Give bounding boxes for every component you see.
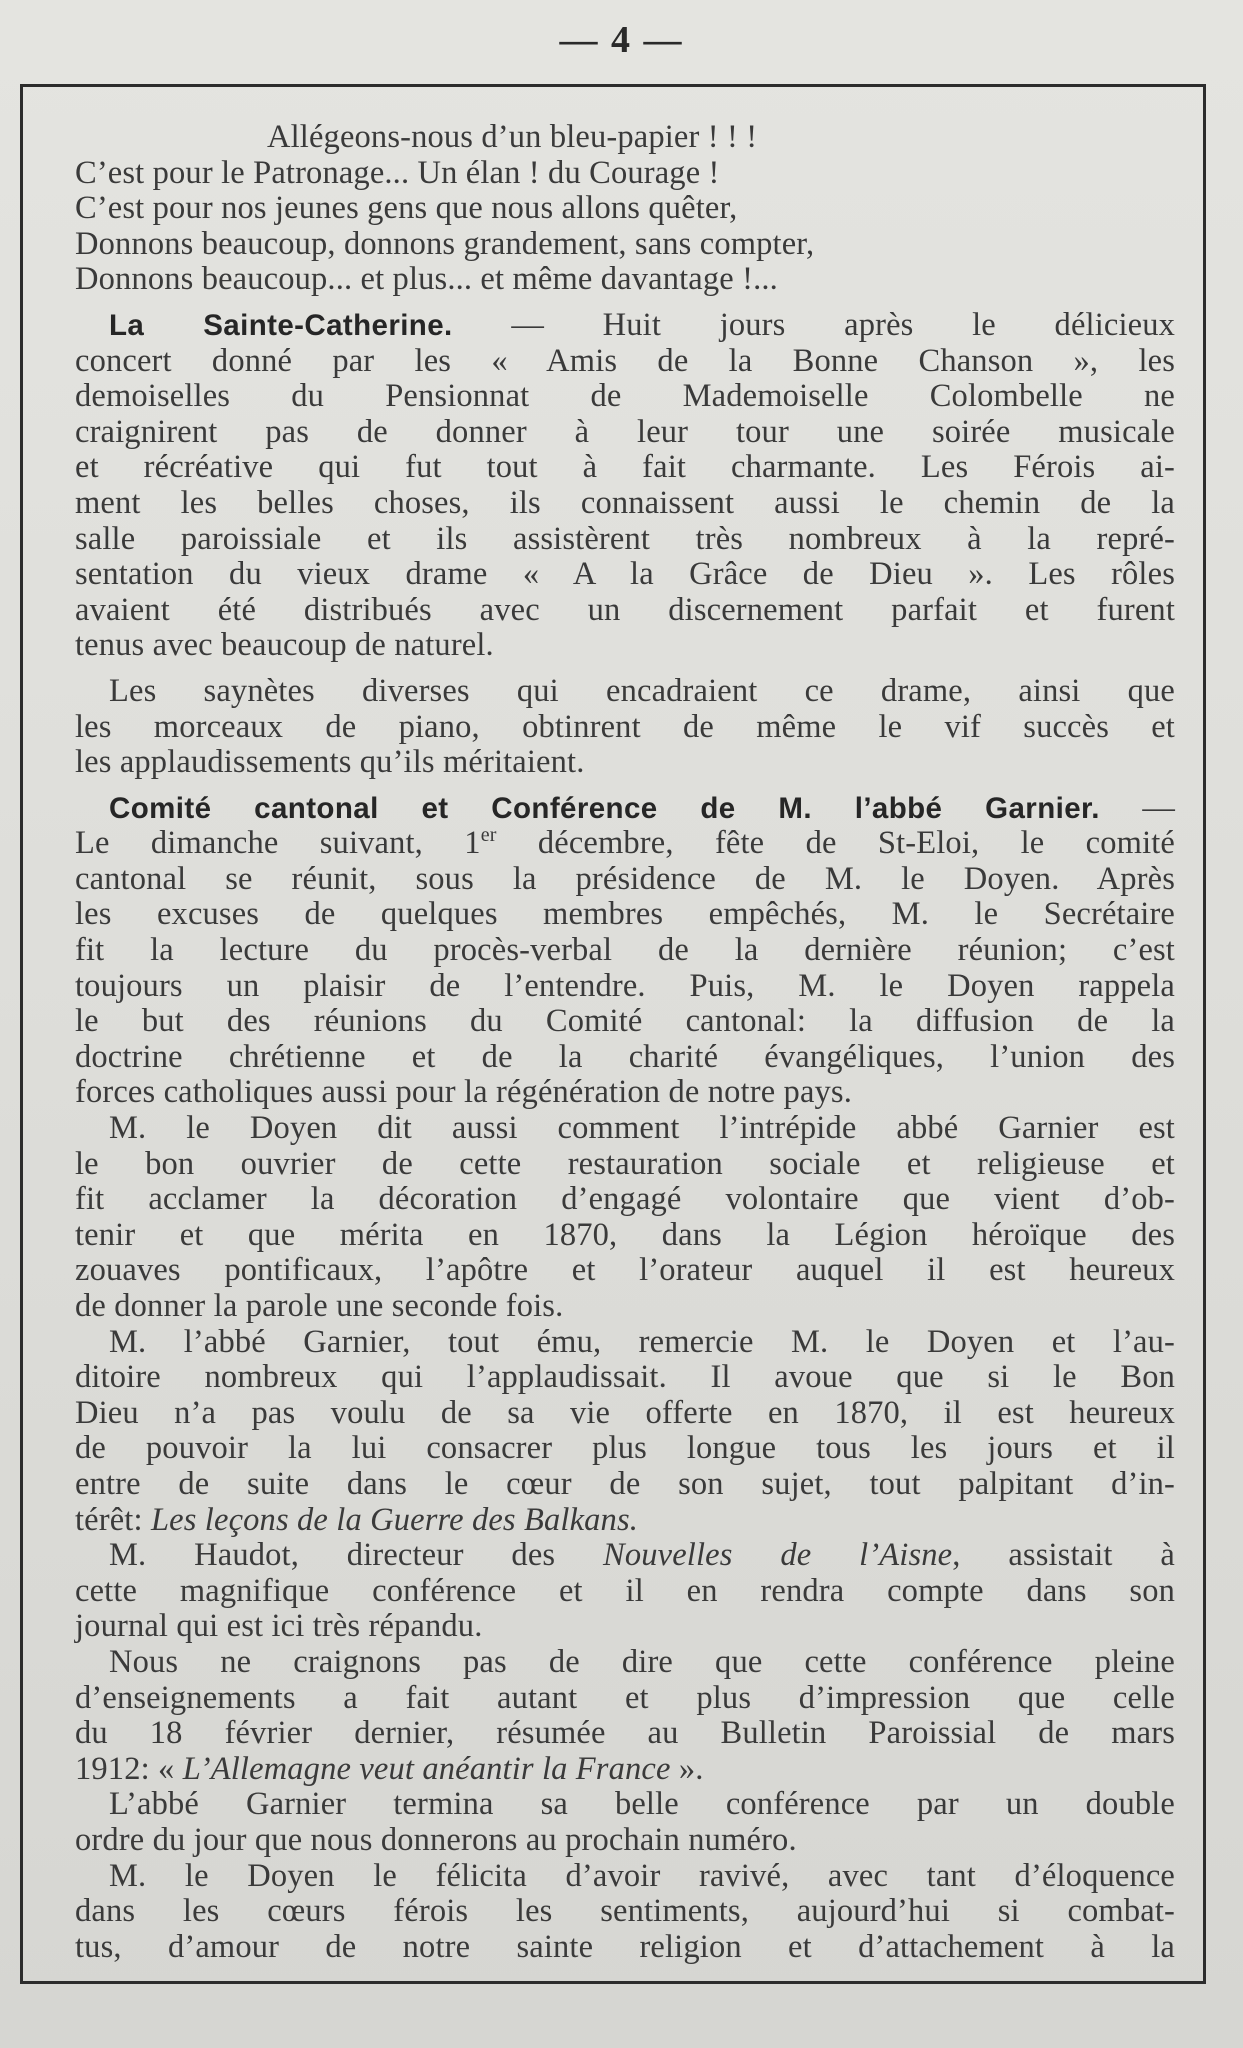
text-line: les morceaux de piano, obtinrent de même le vif succès et bbox=[75, 708, 1175, 745]
text-line: M. l’abbé Garnier, tout ému, remercie M. le Doyen et l’au- bbox=[109, 1323, 1175, 1360]
text-line: Les saynètes diverses qui encadraient ce drame, ainsi que bbox=[109, 672, 1175, 709]
text-line bbox=[75, 308, 1175, 344]
text-line: journal qui est ici très répandu. bbox=[75, 1608, 483, 1645]
saynetes-paragraph bbox=[75, 674, 1175, 781]
text-line: du 18 février dernier, résumée au Bulletin Paroissial de mars bbox=[75, 1715, 1175, 1752]
text-line: avaient été distribués avec un discernement parfait et furent bbox=[75, 591, 1175, 628]
text-line: entre de suite dans le cœur de son sujet, tout palpitant d’in- bbox=[75, 1465, 1175, 1502]
text-fragment: — bbox=[1099, 789, 1175, 826]
text-line: forces catholiques aussi pour la régénération de notre pays. bbox=[75, 1074, 852, 1111]
verse-line: C’est pour le Patronage... Un élan ! du Courage ! bbox=[75, 154, 720, 191]
italic-title: Nouvelles de l’Aisne bbox=[603, 1537, 953, 1574]
text-fragment: , assistait à bbox=[952, 1537, 1175, 1574]
text-line: cantonal se réunit, sous la présidence de M. le Doyen. Après bbox=[75, 860, 1175, 897]
text-line bbox=[75, 826, 1175, 862]
text-line: le but des réunions du Comité cantonal: la diffusion de la bbox=[75, 1003, 1175, 1040]
text-line: fit acclamer la décoration d’engagé volontaire que vient d’ob- bbox=[75, 1181, 1175, 1218]
text-line: Dieu n’a pas voulu de sa vie offerte en 1870, il est heureux bbox=[75, 1394, 1175, 1431]
section-heading: Comité cantonal et Conférence de M. l’abbé Garnier. bbox=[109, 791, 1100, 825]
verse-line: Donnons beaucoup... et plus... et même davantage !... bbox=[75, 261, 778, 298]
text-line: Nous ne craignons pas de dire que cette conférence pleine bbox=[109, 1643, 1175, 1680]
verse bbox=[75, 120, 1175, 298]
text-line: fit la lecture du procès-verbal de la dernière réunion; c’est bbox=[75, 932, 1175, 969]
sainte-catherine-paragraph bbox=[75, 308, 1175, 664]
text-line: doctrine chrétienne et de la charité évangéliques, l’union des bbox=[75, 1038, 1175, 1075]
text-line: salle paroissiale et ils assistèrent très nombreux à la repré- bbox=[75, 520, 1175, 557]
ordinal-superscript: er bbox=[480, 824, 497, 847]
text-line: demoiselles du Pensionnat de Mademoiselle Colombelle ne bbox=[75, 378, 1175, 415]
text-fragment: ». bbox=[670, 1750, 704, 1787]
article-body bbox=[75, 120, 1175, 1965]
page-number: — 4 — bbox=[559, 19, 684, 61]
comite-paragraph bbox=[75, 791, 1175, 1966]
text-fragment: Le dimanche suivant, 1 bbox=[75, 825, 481, 862]
text-line: concert donné par les « Amis de la Bonne Chanson », les bbox=[75, 342, 1175, 379]
text-line bbox=[75, 791, 1175, 827]
text-line: tenir et que mérita en 1870, dans la Légion héroïque des bbox=[75, 1216, 1175, 1253]
text-fragment: — Huit jours après le délicieux bbox=[452, 306, 1176, 343]
text-line: tenus avec beaucoup de naturel. bbox=[75, 627, 494, 664]
text-line: toujours un plaisir de l’entendre. Puis, M. le Doyen rappela bbox=[75, 967, 1175, 1004]
text-line: les excuses de quelques membres empêchés, M. le Secrétaire bbox=[75, 896, 1175, 933]
text-line: M. le Doyen dit aussi comment l’intrépide abbé Garnier est bbox=[109, 1110, 1175, 1147]
text-line: zouaves pontificaux, l’apôtre et l’orateur auquel il est heureux bbox=[75, 1252, 1175, 1289]
text-line: L’abbé Garnier termina sa belle conférence par un double bbox=[109, 1786, 1175, 1823]
text-line: craignirent pas de donner à leur tour une soirée musicale bbox=[75, 413, 1175, 450]
text-fragment: 1912: « bbox=[75, 1750, 183, 1787]
text-line: tus, d’amour de notre sainte religion et d’attachement à la bbox=[75, 1928, 1175, 1965]
text-line: dans les cœurs férois les sentiments, aujourd’hui si combat- bbox=[75, 1893, 1175, 1930]
text-line: ditoire nombreux qui l’applaudissait. Il avoue que si le Bon bbox=[75, 1359, 1175, 1396]
text-line: les applaudissements qu’ils méritaient. bbox=[75, 744, 585, 781]
verse-line: C’est pour nos jeunes gens que nous allons quêter, bbox=[75, 190, 738, 227]
verse-line: Allégeons-nous d’un bleu-papier ! ! ! bbox=[267, 119, 758, 155]
text-line: M. le Doyen le félicita d’avoir ravivé, avec tant d’éloquence bbox=[109, 1857, 1175, 1894]
text-line: et récréative qui fut tout à fait charmante. Les Férois ai- bbox=[75, 449, 1175, 486]
italic-quote: L’Allemagne veut anéantir la France bbox=[182, 1750, 671, 1787]
text-line: de pouvoir la lui consacrer plus longue tous les jours et il bbox=[75, 1430, 1175, 1467]
section-heading: La Sainte-Catherine. bbox=[109, 308, 453, 342]
text-fragment: térêt: bbox=[75, 1501, 151, 1538]
text-line: cette magnifique conférence et il en rendra compte dans son bbox=[75, 1572, 1175, 1609]
text-line: ordre du jour que nous donnerons au prochain numéro. bbox=[75, 1821, 797, 1858]
text-line: de donner la parole une seconde fois. bbox=[75, 1288, 564, 1324]
text-line bbox=[75, 1503, 1175, 1539]
text-line: le bon ouvrier de cette restauration sociale et religieuse et bbox=[75, 1145, 1175, 1182]
text-line bbox=[75, 1752, 1175, 1788]
text-line: d’enseignements a fait autant et plus d’impression que celle bbox=[75, 1679, 1175, 1716]
text-fragment: M. Haudot, directeur des bbox=[109, 1537, 604, 1574]
text-line bbox=[75, 1538, 1175, 1574]
text-fragment: décembre, fête de St-Eloi, le comité bbox=[496, 825, 1176, 862]
text-line: ment les belles choses, ils connaissent aussi le chemin de la bbox=[75, 484, 1175, 521]
italic-title: Les leçons de la Guerre des Balkans. bbox=[150, 1501, 639, 1538]
text-line: sentation du vieux drame « A la Grâce de Dieu ». Les rôles bbox=[75, 556, 1175, 593]
verse-line: Donnons beaucoup, donnons grandement, sans compter, bbox=[75, 225, 815, 262]
